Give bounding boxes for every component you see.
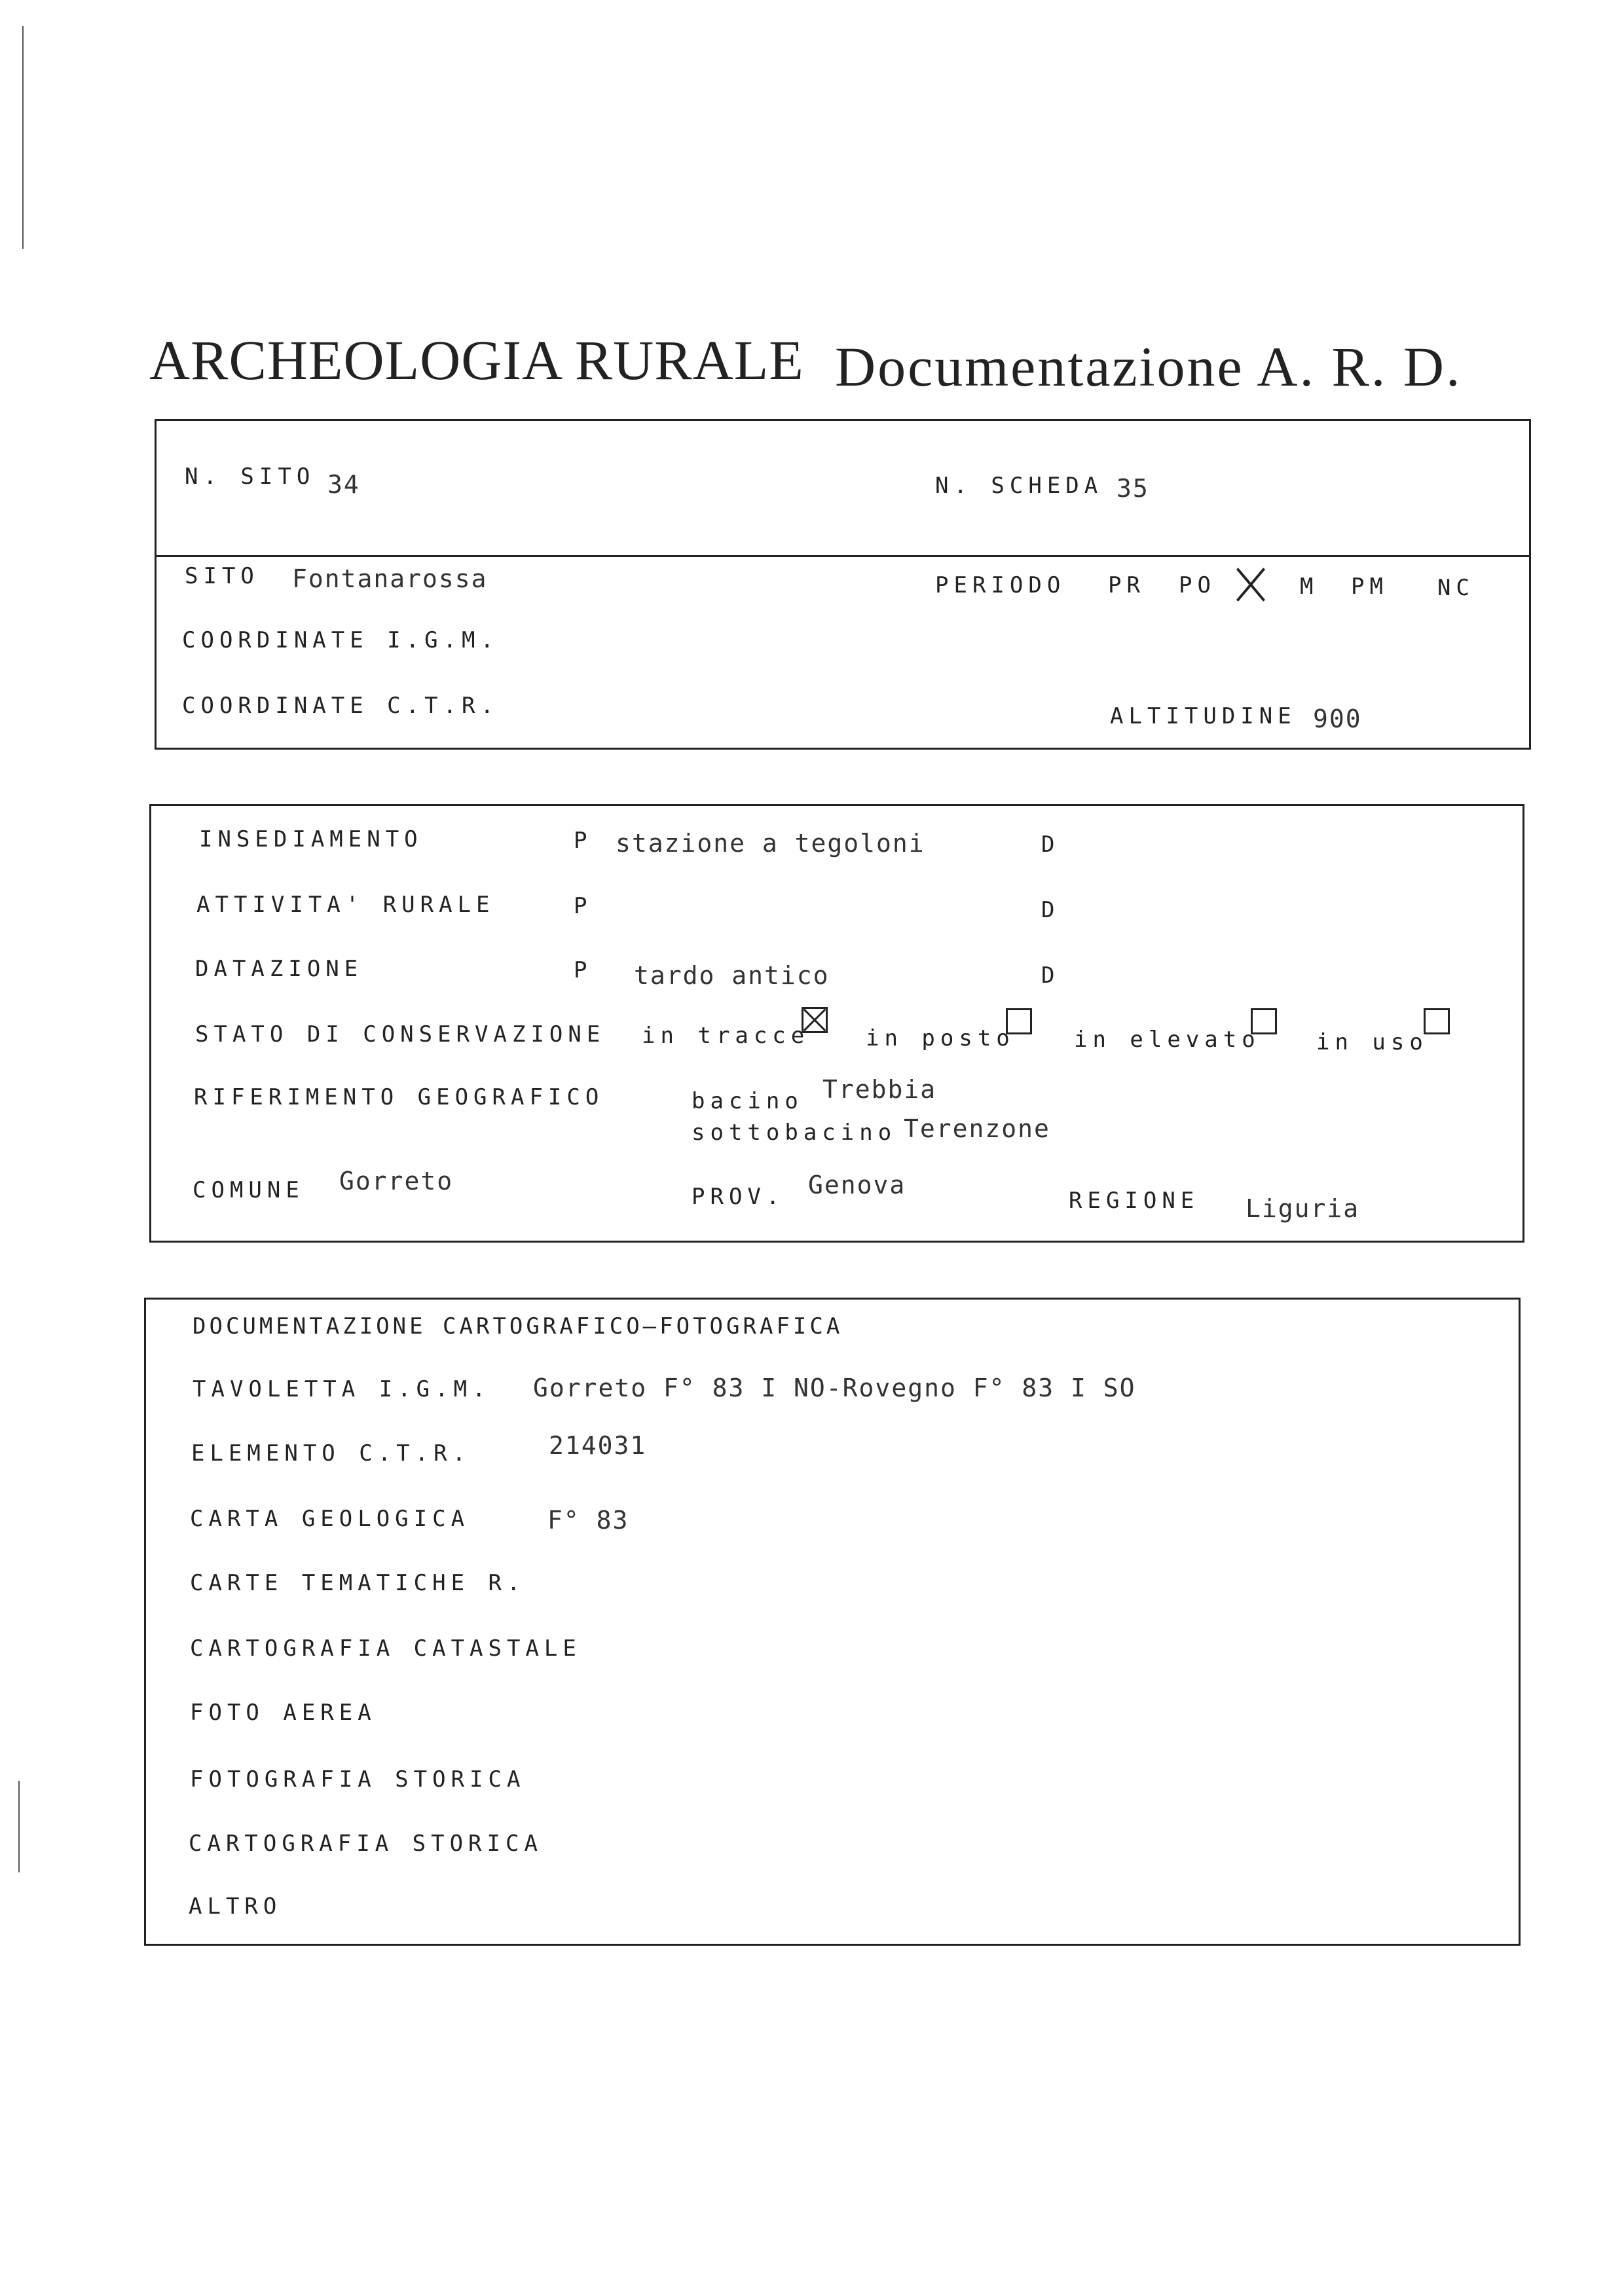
elemento-ctr-label: ELEMENTO C.T.R. (191, 1440, 471, 1467)
bacino-label: bacino (692, 1088, 803, 1114)
bacino-value: Trebbia (822, 1075, 937, 1104)
riferimento-geografico-label: RIFERIMENTO GEOGRAFICO (194, 1084, 604, 1110)
sottobacino-value: Terenzone (904, 1114, 1050, 1143)
stato-option-label: in uso (1316, 1029, 1428, 1055)
section-divider (155, 555, 1531, 557)
datazione-label: DATAZIONE (195, 956, 363, 982)
datazione-p-marker: P (574, 957, 593, 983)
attivita-rurale-label: ATTIVITA' RURALE (196, 892, 495, 918)
altitudine-label: ALTITUDINE (1110, 703, 1297, 729)
n-sito-value: 34 (327, 470, 360, 499)
document-subtitle: Documentazione A. R. D. (835, 335, 1462, 398)
insediamento-label: INSEDIAMENTO (199, 826, 423, 852)
sottobacino-label: sottobacino (692, 1120, 897, 1146)
carta-geologica-label: CARTA GEOLOGICA (190, 1506, 470, 1532)
stato-in-tracce-checkbox[interactable] (802, 1007, 828, 1033)
prov-label: PROV. (692, 1184, 785, 1210)
scan-edge-line (18, 1781, 20, 1872)
datazione-d-marker: D (1041, 962, 1060, 989)
section3-heading: DOCUMENTAZIONE CARTOGRAFICO—FOTOGRAFICA (193, 1313, 843, 1339)
attivita-d-marker: D (1041, 897, 1060, 923)
n-scheda-label: N. SCHEDA (935, 473, 1103, 499)
tavoletta-igm-label: TAVOLETTA I.G.M. (193, 1376, 491, 1402)
document-title: ARCHEOLOGIA RURALE (149, 329, 804, 392)
regione-value: Liguria (1246, 1194, 1360, 1223)
altitudine-value: 900 (1313, 704, 1362, 733)
cartografia-catastale-label: CARTOGRAFIA CATASTALE (190, 1635, 581, 1662)
periodo-option-po: PO (1179, 572, 1216, 598)
regione-label: REGIONE (1069, 1188, 1200, 1214)
datazione-value: tardo antico (634, 961, 830, 990)
insediamento-value: stazione a tegoloni (616, 829, 925, 858)
stato-conservazione-label: STATO DI CONSERVAZIONE (195, 1021, 606, 1048)
sito-label: SITO (185, 563, 259, 589)
comune-value: Gorreto (339, 1167, 454, 1195)
periodo-option-pr: PR (1108, 572, 1145, 598)
periodo-option-pm: PM (1351, 574, 1388, 600)
insediamento-p-marker: P (574, 828, 593, 854)
scan-edge-line (22, 26, 24, 249)
insediamento-d-marker: D (1041, 831, 1060, 858)
stato-option-label: in elevato (1074, 1027, 1261, 1053)
foto-aerea-label: FOTO AEREA (190, 1700, 377, 1726)
cartografia-storica-label: CARTOGRAFIA STORICA (189, 1831, 543, 1857)
prov-value: Genova (808, 1171, 906, 1199)
coordinate-igm-label: COORDINATE I.G.M. (182, 627, 499, 653)
coordinate-ctr-label: COORDINATE C.T.R. (182, 693, 499, 719)
sito-value: Fontanarossa (292, 564, 488, 593)
comune-label: COMUNE (193, 1177, 304, 1203)
periodo-x-mark (1234, 568, 1267, 601)
elemento-ctr-value: 214031 (549, 1431, 647, 1460)
periodo-label: PERIODO (935, 572, 1066, 598)
stato-in-uso-checkbox[interactable] (1424, 1008, 1450, 1034)
fotografia-storica-label: FOTOGRAFIA STORICA (190, 1766, 526, 1793)
periodo-option-nc: NC (1437, 575, 1475, 601)
carta-geologica-value: F° 83 (547, 1506, 629, 1535)
periodo-option-m: M (1300, 574, 1319, 600)
stato-option-label: in tracce (642, 1023, 810, 1049)
carte-tematiche-label: CARTE TEMATICHE R. (190, 1570, 526, 1596)
altro-label: ALTRO (189, 1893, 282, 1920)
attivita-p-marker: P (574, 893, 593, 919)
stato-in-posto-checkbox[interactable] (1006, 1008, 1032, 1034)
n-sito-label: N. SITO (185, 464, 316, 490)
tavoletta-igm-value: Gorreto F° 83 I NO-Rovegno F° 83 I SO (533, 1374, 1136, 1402)
n-scheda-value: 35 (1116, 474, 1149, 503)
stato-option-label: in posto (866, 1025, 1015, 1051)
stato-in-elevato-checkbox[interactable] (1251, 1008, 1277, 1034)
